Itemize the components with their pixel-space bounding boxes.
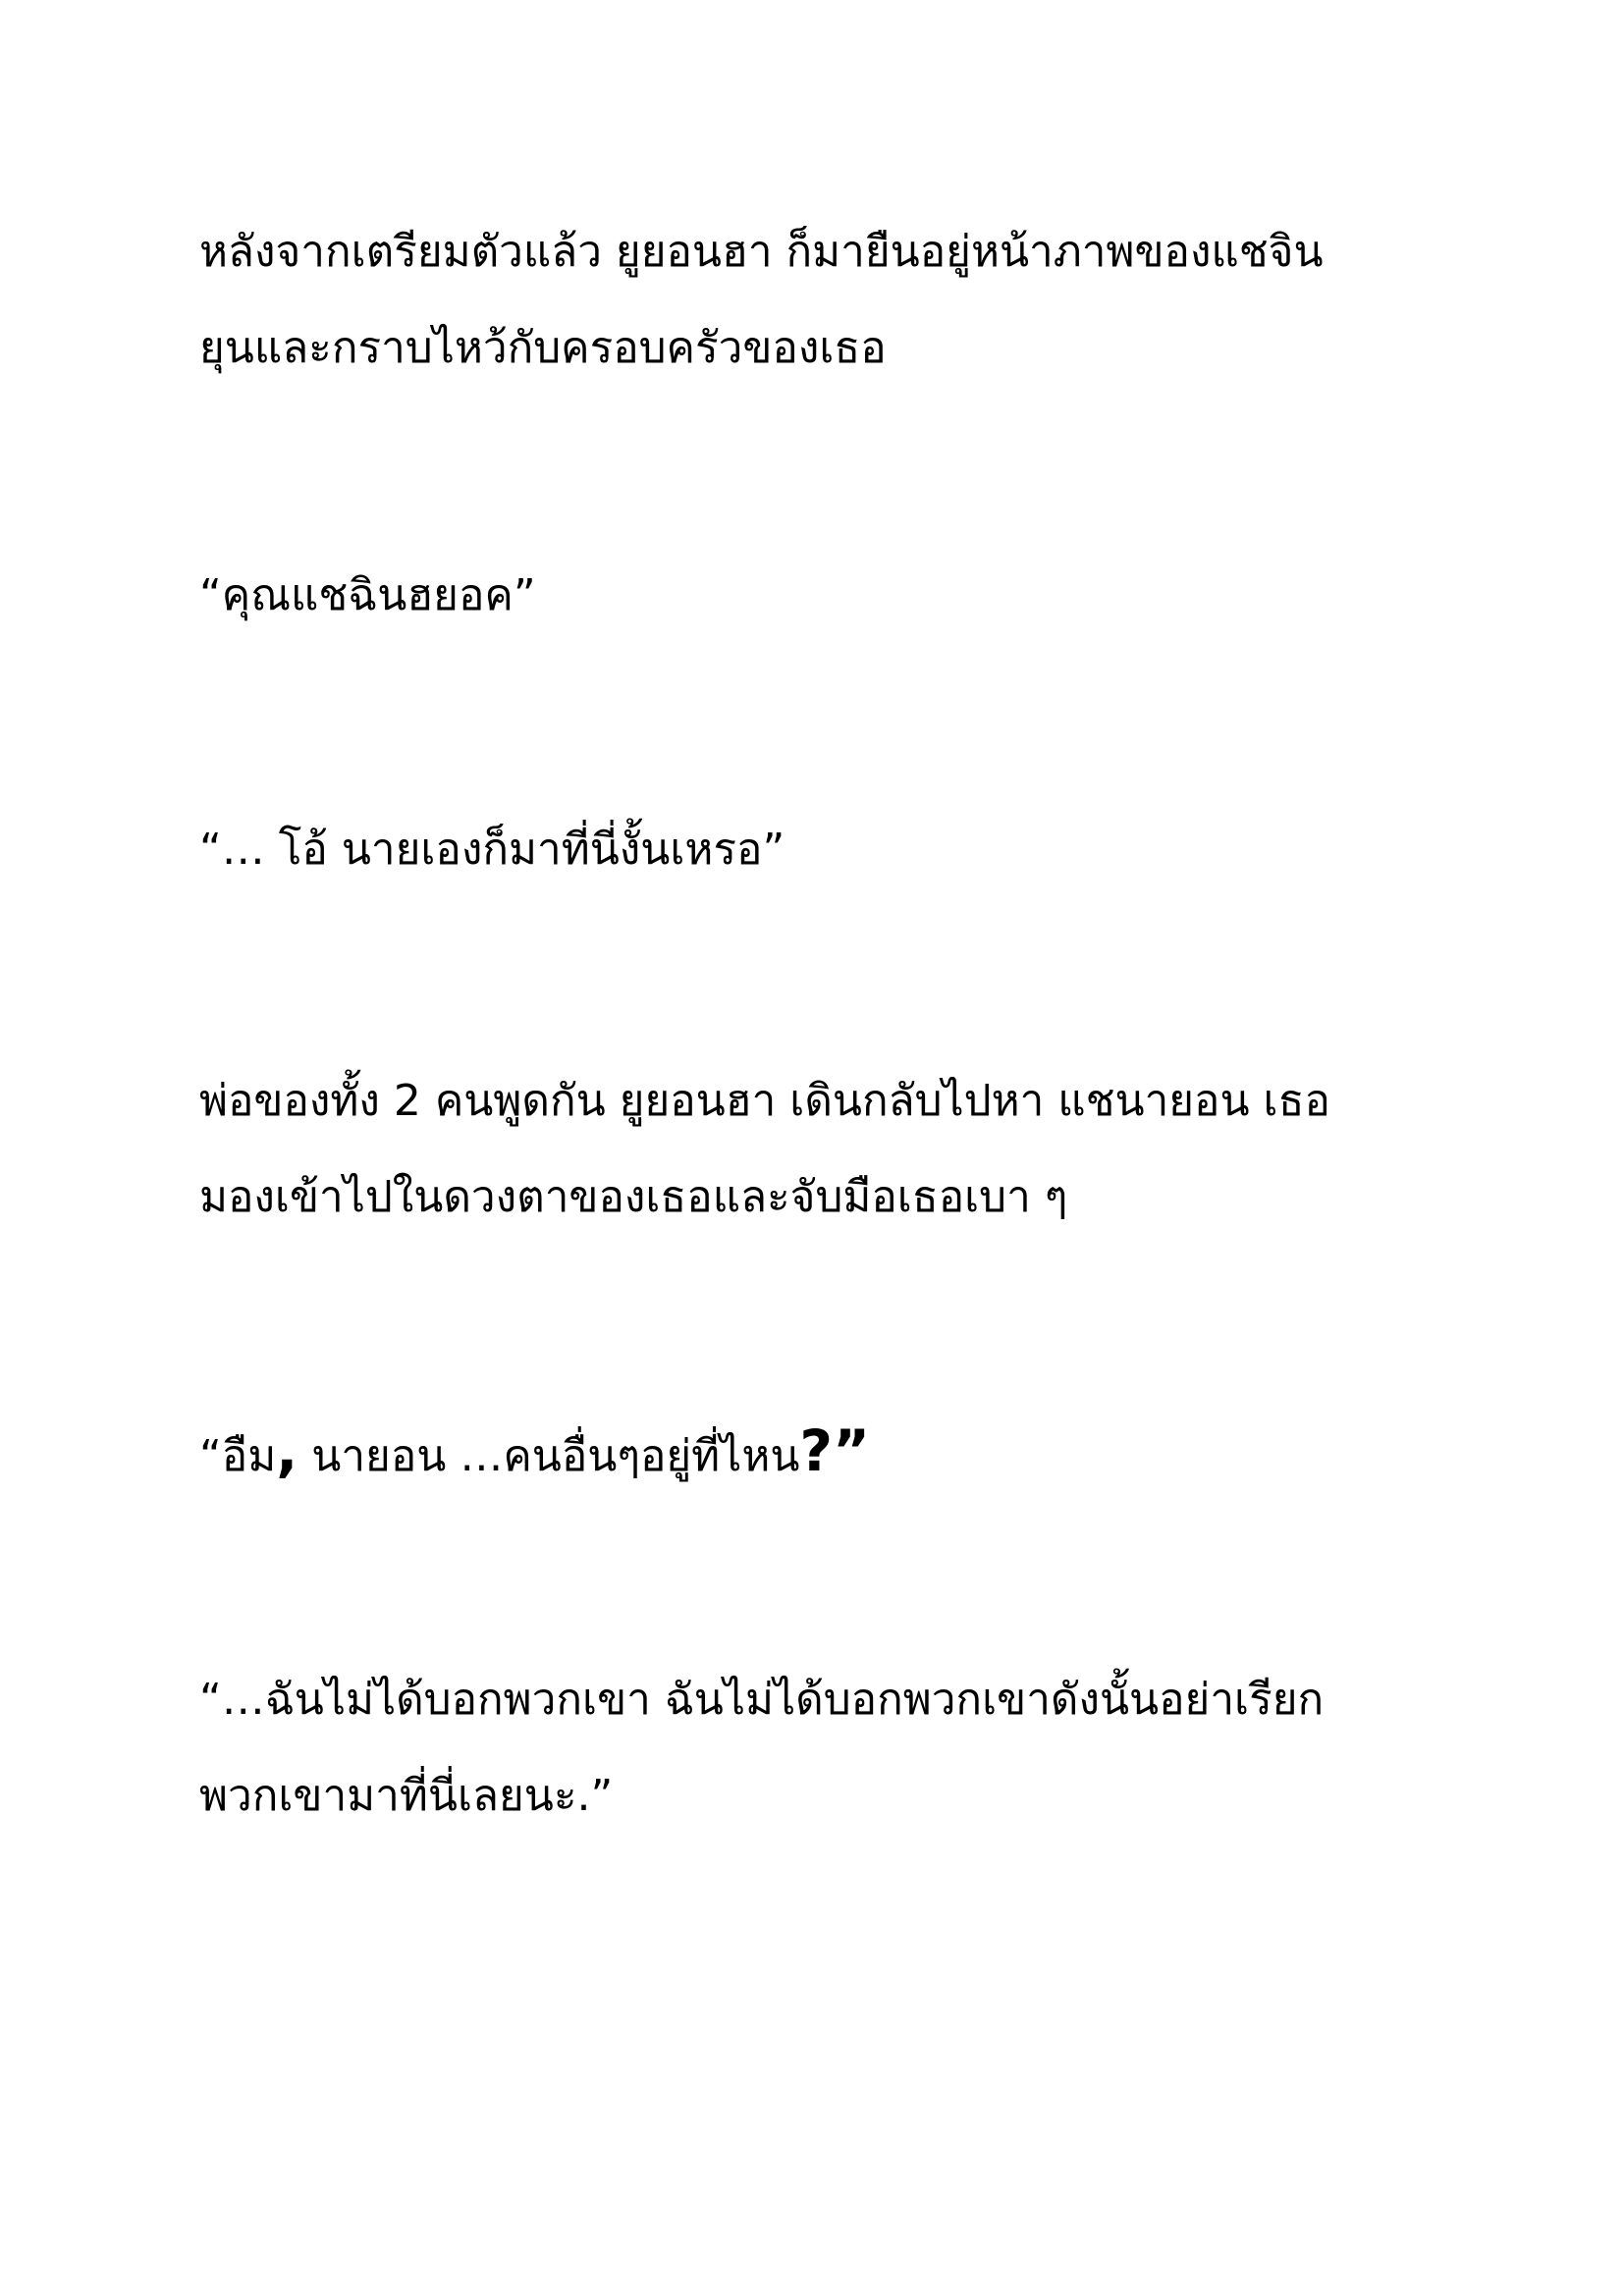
text-line: หลังจากเตรียมตัวแล้ว ยูยอนฮา ก็มายืนอยู่หน้าภาพของแชจิน	[199, 227, 1324, 277]
text-line: พ่อของทั้ง 2 คนพูดกัน ยูยอนฮา เดินกลับไปหา แชนายอน เธอ	[199, 1076, 1330, 1126]
paragraph-dialogue-2	[199, 802, 1427, 898]
text-line: มองเข้าไปในดวงตาของเธอและจับมือเธอเบา ๆ	[199, 1172, 1068, 1222]
text-part: “อืม	[199, 1431, 277, 1481]
text-line: “คุณแชฉินฮยอค”	[199, 570, 536, 620]
paragraph-dialogue-3	[199, 1403, 1427, 1505]
paragraph-dialogue-4	[199, 1652, 1427, 1844]
text-line: “… โอ้ นายเองก็มาที่นี่งั้นเหรอ”	[199, 825, 785, 875]
text-part-question: ?”	[799, 1417, 871, 1484]
paragraph-narration-2	[199, 1053, 1427, 1246]
text-part: นายอน …คนอื่นๆอยู่ที่ไหน	[298, 1431, 800, 1481]
text-line: ยุนและกราบไหว้กับครอบครัวของเธอ	[199, 323, 887, 373]
paragraph-dialogue-1	[199, 548, 1427, 644]
text-line: พวกเขามาที่นี่เลยนะ.”	[199, 1771, 614, 1821]
text-part-comma: ,	[276, 1417, 298, 1484]
text-line: “…ฉันไม่ได้บอกพวกเขา ฉันไม่ได้บอกพวกเขาดังนั้นอย่าเรียก	[199, 1675, 1325, 1725]
paragraph-narration-1	[199, 204, 1427, 397]
